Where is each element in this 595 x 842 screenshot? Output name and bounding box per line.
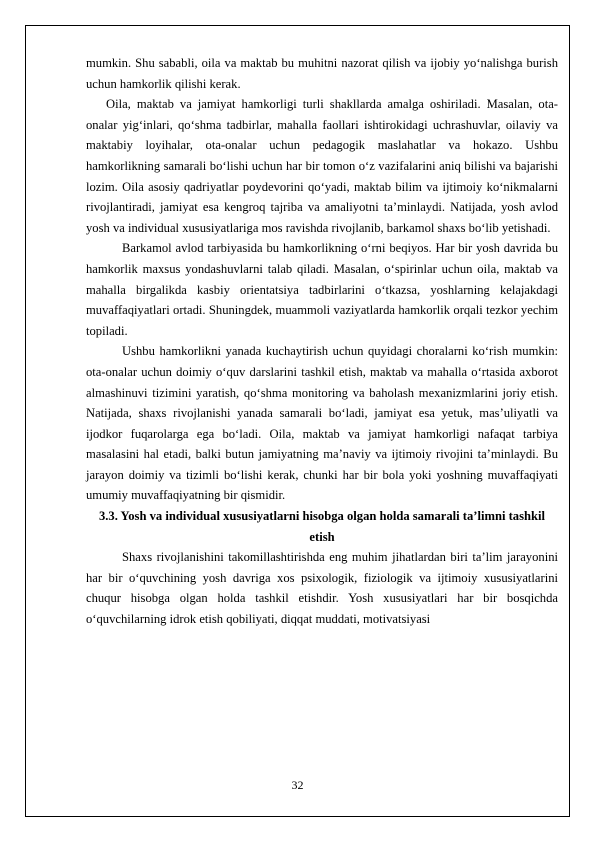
document-body	[86, 53, 558, 630]
section-heading: 3.3. Yosh va individual xususiyatlarni hisobga olgan holda samarali ta’limni tashkil etish	[98, 509, 546, 544]
page-number: 32	[291, 778, 304, 792]
paragraph-continuation: mumkin. Shu sababli, oila va maktab bu muhitni nazorat qilish va ijobiy yo‘nalishga burish uchun hamkorlik qilishi kerak.	[86, 56, 558, 91]
paragraph-strengthening-measures: Ushbu hamkorlikni yanada kuchaytirish uchun quyidagi choralarni ko‘rish mumkin: ota-onalar uchun doimiy o‘quv darslarini tashkil etish, maktab va mahalla o‘rtasida axborot almashinuvi tizimini yaratish, qo‘shma monitoring va baholash mexanizmlarini joriy etish. Natijada, shaxs rivojlanishi yanada samarali bo‘ladi, jamiyat esa yetuk, mas’uliyatli va ijodkor fuqarolarga ega bo‘ladi. Oila, maktab va jamiyat hamkorligi nafaqat tarbiya masalasini hal etadi, balki butun jamiyatning ma’naviy va ijtimoiy rivojini ta’minlaydi. Bu jarayon doimiy va tizimli bo‘lishi kerak, chunki har bir bola yoki yoshning muvaffaqiyati umumiy muvaffaqiyatning bir qismidir.	[86, 344, 558, 503]
paragraph-section-intro: Shaxs rivojlanishini takomillashtirishda eng muhim jihatlardan biri ta’lim jarayonini har bir o‘quvchining yosh davriga xos psixologik, fiziologik va ijtimoiy xususiyatlarini chuqur hisobga olgan holda tashkil etishdir. Yosh xususiyatlari har bir bosqichda o‘quvchilarning idrok etish qobiliyati, diqqat muddati, motivatsiyasi	[86, 550, 558, 627]
paragraph-harmonious-generation: Barkamol avlod tarbiyasida bu hamkorlikning o‘rni beqiyos. Har bir yosh davrida bu hamkorlik maxsus yondashuvlarni talab qiladi. Masalan, o‘spirinlar uchun oila, maktab va mahalla birgalikda kasbiy orientatsiya tadbirlarini o‘tkazsa, yoshlarning kelajakdagi muvaffaqiyatlari ortadi. Shuningdek, muammoli vaziyatlarda hamkorlik orqali tezkor yechim topiladi.	[86, 241, 558, 338]
paragraph-cooperation-forms: Oila, maktab va jamiyat hamkorligi turli shakllarda amalga oshiriladi. Masalan, ota-onalar yig‘inlari, qo‘shma tadbirlar, mahalla faollari ishtirokidagi uchrashuvlar, oilaviy va maktabiy loyihalar, ota-onalar uchun pedagogik maslahatlar va hokazo. Ushbu hamkorlikning samarali bo‘lishi uchun har bir tomon o‘z vazifalarini aniq bilishi va bajarishi lozim. Oila asosiy qadriyatlar poydevorini qo‘yadi, maktab bilim va ijtimoiy ko‘nikmalarni rivojlantiradi, jamiyat esa kengroq tajriba va amaliyotni ta’minlaydi. Natijada, yosh avlod yosh va individual xususiyatlariga mos ravishda rivojlanib, barkamol shaxs bo‘lib yetishadi.	[86, 97, 558, 235]
